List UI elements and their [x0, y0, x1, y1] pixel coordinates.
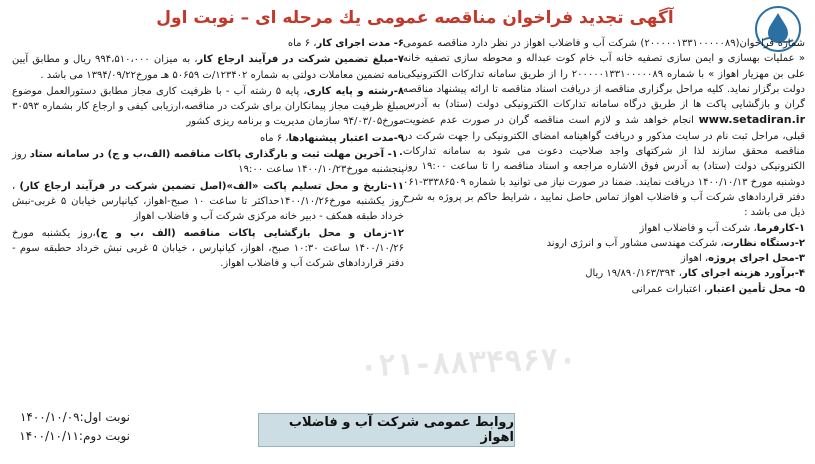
publish-first: نوبت اول:۱۴۰۰/۱۰/۰۹: [19, 410, 130, 424]
item-label: ۹-مدت اعتبار پیشنهادها: [288, 132, 404, 144]
item-value: ، شرکت مهندسی مشاور آب و انرژی اروند: [546, 237, 724, 249]
intro-text-2: انجام خواهد شد و لازم است مناقصه گران در صورت عدم عضویت قبلی، مراحل ثبت نام در سایت مذکور و دریافت گواهینامه امضای الکترونیکی را جهت شرکت در مناقصه محقق سازند لذا از شرکتهای واجد صلاحیت دعوت می شود به سامانه تدارکات الکترونیکی دولت (ستاد) به آدرس فوق الاشاره مراجعه و اسناد مناقصه را تا ساعت ۱۹:۰۰ روز دوشنبه مورخ ۱۴۰۰/۱۰/۱۳ دریافت نمایند. ضمنا در صورت نیاز می توانید با شماره ۳۳۳۸۶۵۰۹-۰۶۱ دفتر قراردادهای شرکت آب و فاضلاب اهواز تماس حاصل نمایید ، شرایط حاکم بر پروژه به شرح ذیل می باشد :: [403, 115, 805, 219]
notice-body-right: [403, 36, 805, 297]
item-value: ، به میزان ۹۹۴،۵۱۰،۰۰۰ ریال و مطابق آیین نامه تضمین معاملات دولتی به شماره ۱۲۳۴۰۲/ت ۵۰۶۵۹ هـ مورخ۱۳۹۴/۰۹/۲۲ می باشد .: [12, 54, 404, 81]
item-value: ، روز یکشنبه مورخ۱۴۰۰/۱۰/۲۶حداکثر تا ساعت ۱۰ صبح-اهواز، کیانپارس خیابان ۵ غربی-نبش خرداد طبقه همکف - دبیر خانه مرکزی شرکت آب و فاضلاب اهواز: [12, 180, 404, 223]
item-value: ، ۱۹/۸۹۰/۱۶۳/۳۹۴ ریال: [585, 268, 682, 280]
setad-website-link[interactable]: www.setadiran.ir: [698, 113, 805, 127]
item-label: ۱۲-زمان و محل بازگشایی پاکات مناقصه (الف ،ب و ج): [95, 227, 404, 239]
item-value: ، پایه ۵ رشته آب - با ظرفیت کاری مجاز مطابق دستورالعمل موضوع مبلغ ظرفیت مجاز پیمانکاران برای شرکت در مناقصه،ارزیابی کیفی و ارجاع کار بشماره ۳۰۵۹۳ مورخ۹۴/۰۳/۰۵ سازمان مدیریت و برنامه ریزی کشور: [12, 85, 404, 128]
item-label: ۱-کارفرما: [756, 222, 805, 234]
item-value: روز پنجشنبه مورخ۱۴۰۰/۱۰/۲۳ ساعت ۱۹:۰۰: [12, 149, 404, 176]
item-value: ، شرکت آب و فاضلاب اهواز: [639, 222, 757, 234]
item-grade: [12, 84, 404, 130]
item-value: ، اعتبارات عمرانی: [631, 283, 708, 295]
intro-paragraph: [403, 36, 805, 221]
item-funding-source: [403, 282, 805, 297]
item-label: ۸-رشته و پایه کاری: [306, 85, 405, 97]
item-opening: [12, 226, 404, 272]
item-label: ۴-برآورد هزینه اجرای کار: [681, 268, 805, 280]
phone-watermark: ۰۲۱-۸۸۳۴۹۶۷۰: [359, 341, 578, 385]
item-guarantee: [12, 52, 404, 83]
item-label: ۱۱-تاریخ و محل تسلیم پاکت «الف»(اصل تضمین شرکت در فرآیند ارجاع کار): [19, 180, 404, 192]
item-label: ۲-دستگاه نظارت: [723, 237, 805, 249]
item-location: [403, 251, 805, 266]
item-supervisor: [403, 236, 805, 251]
item-validity: [12, 131, 404, 146]
item-employer: [403, 221, 805, 236]
item-duration: [12, 36, 404, 51]
item-cost-estimate: [403, 266, 805, 281]
item-label: ۳-محل اجرای پروژه: [708, 253, 805, 265]
item-delivery: [12, 179, 404, 225]
item-deadline: [12, 147, 404, 178]
notice-body-left: [12, 36, 404, 272]
notice-title: آگهی تجدید فراخوان مناقصه عمومی یك مرحله ای – نوبت اول: [156, 8, 674, 28]
item-value: ، اهواز: [680, 253, 709, 265]
item-value: ، ۶ ماه: [287, 38, 317, 49]
item-label: ۷-مبلغ تضمین شرکت در فرآیند ارجاع کار: [197, 54, 405, 66]
publish-dates: [10, 408, 130, 446]
intro-text-1: شماره فراخوان(۲۰۰۰۰۰۱۳۳۱۰۰۰۰۰۸۹) شرکت آب و فاضلاب اهواز در نظر دارد مناقصه عمومی « عملیات بهسازی و ایمن سازی تصفیه خانه آب خام کوت عبداله و محوطه سازی تصفیه خانه علی بن مهزیار اهواز » با شماره ۲۰۰۰۰۰۱۳۳۱۰۰۰۰۰۸۹ را از طریق سامانه تدارکات الکترونیکی دولت برگزار نماید. کلیه مراحل برگزاری مناقصه از دریافت اسناد مناقصه تا ارائه پیشنهاد مناقصه گران و بازگشایی پاکت ها از طریق درگاه سامانه تدارکات الکترونیکی دولت (ستاد) به آدرس: [403, 38, 806, 111]
item-label: ۱۰- آخرین مهلت ثبت و بارگذاری پاکات مناقصه (الف،ب و ج) در سامانه ستاد: [29, 149, 404, 161]
item-label: ۶- مدت اجرای کار: [316, 38, 404, 49]
item-label: ۵- محل تأمین اعتبار: [707, 283, 805, 295]
item-value: ، ۶ ماه: [259, 132, 289, 144]
publish-second: نوبت دوم:۱۴۰۰/۱۰/۱۱: [19, 429, 130, 443]
item-value: ،روز یکشنبه مورخ ۱۴۰۰/۱۰/۲۶ ساعت ۱۰:۳۰ صبح، اهواز، کیانپارس ، خیابان ۵ غربی نبش خرداد حطبقه سوم - دفتر قراردادهای شرکت آب و فاضلاب اهواز.: [12, 227, 404, 270]
public-relations-banner: روابط عمومی شرکت آب و فاضلاب اهواز: [258, 413, 515, 447]
